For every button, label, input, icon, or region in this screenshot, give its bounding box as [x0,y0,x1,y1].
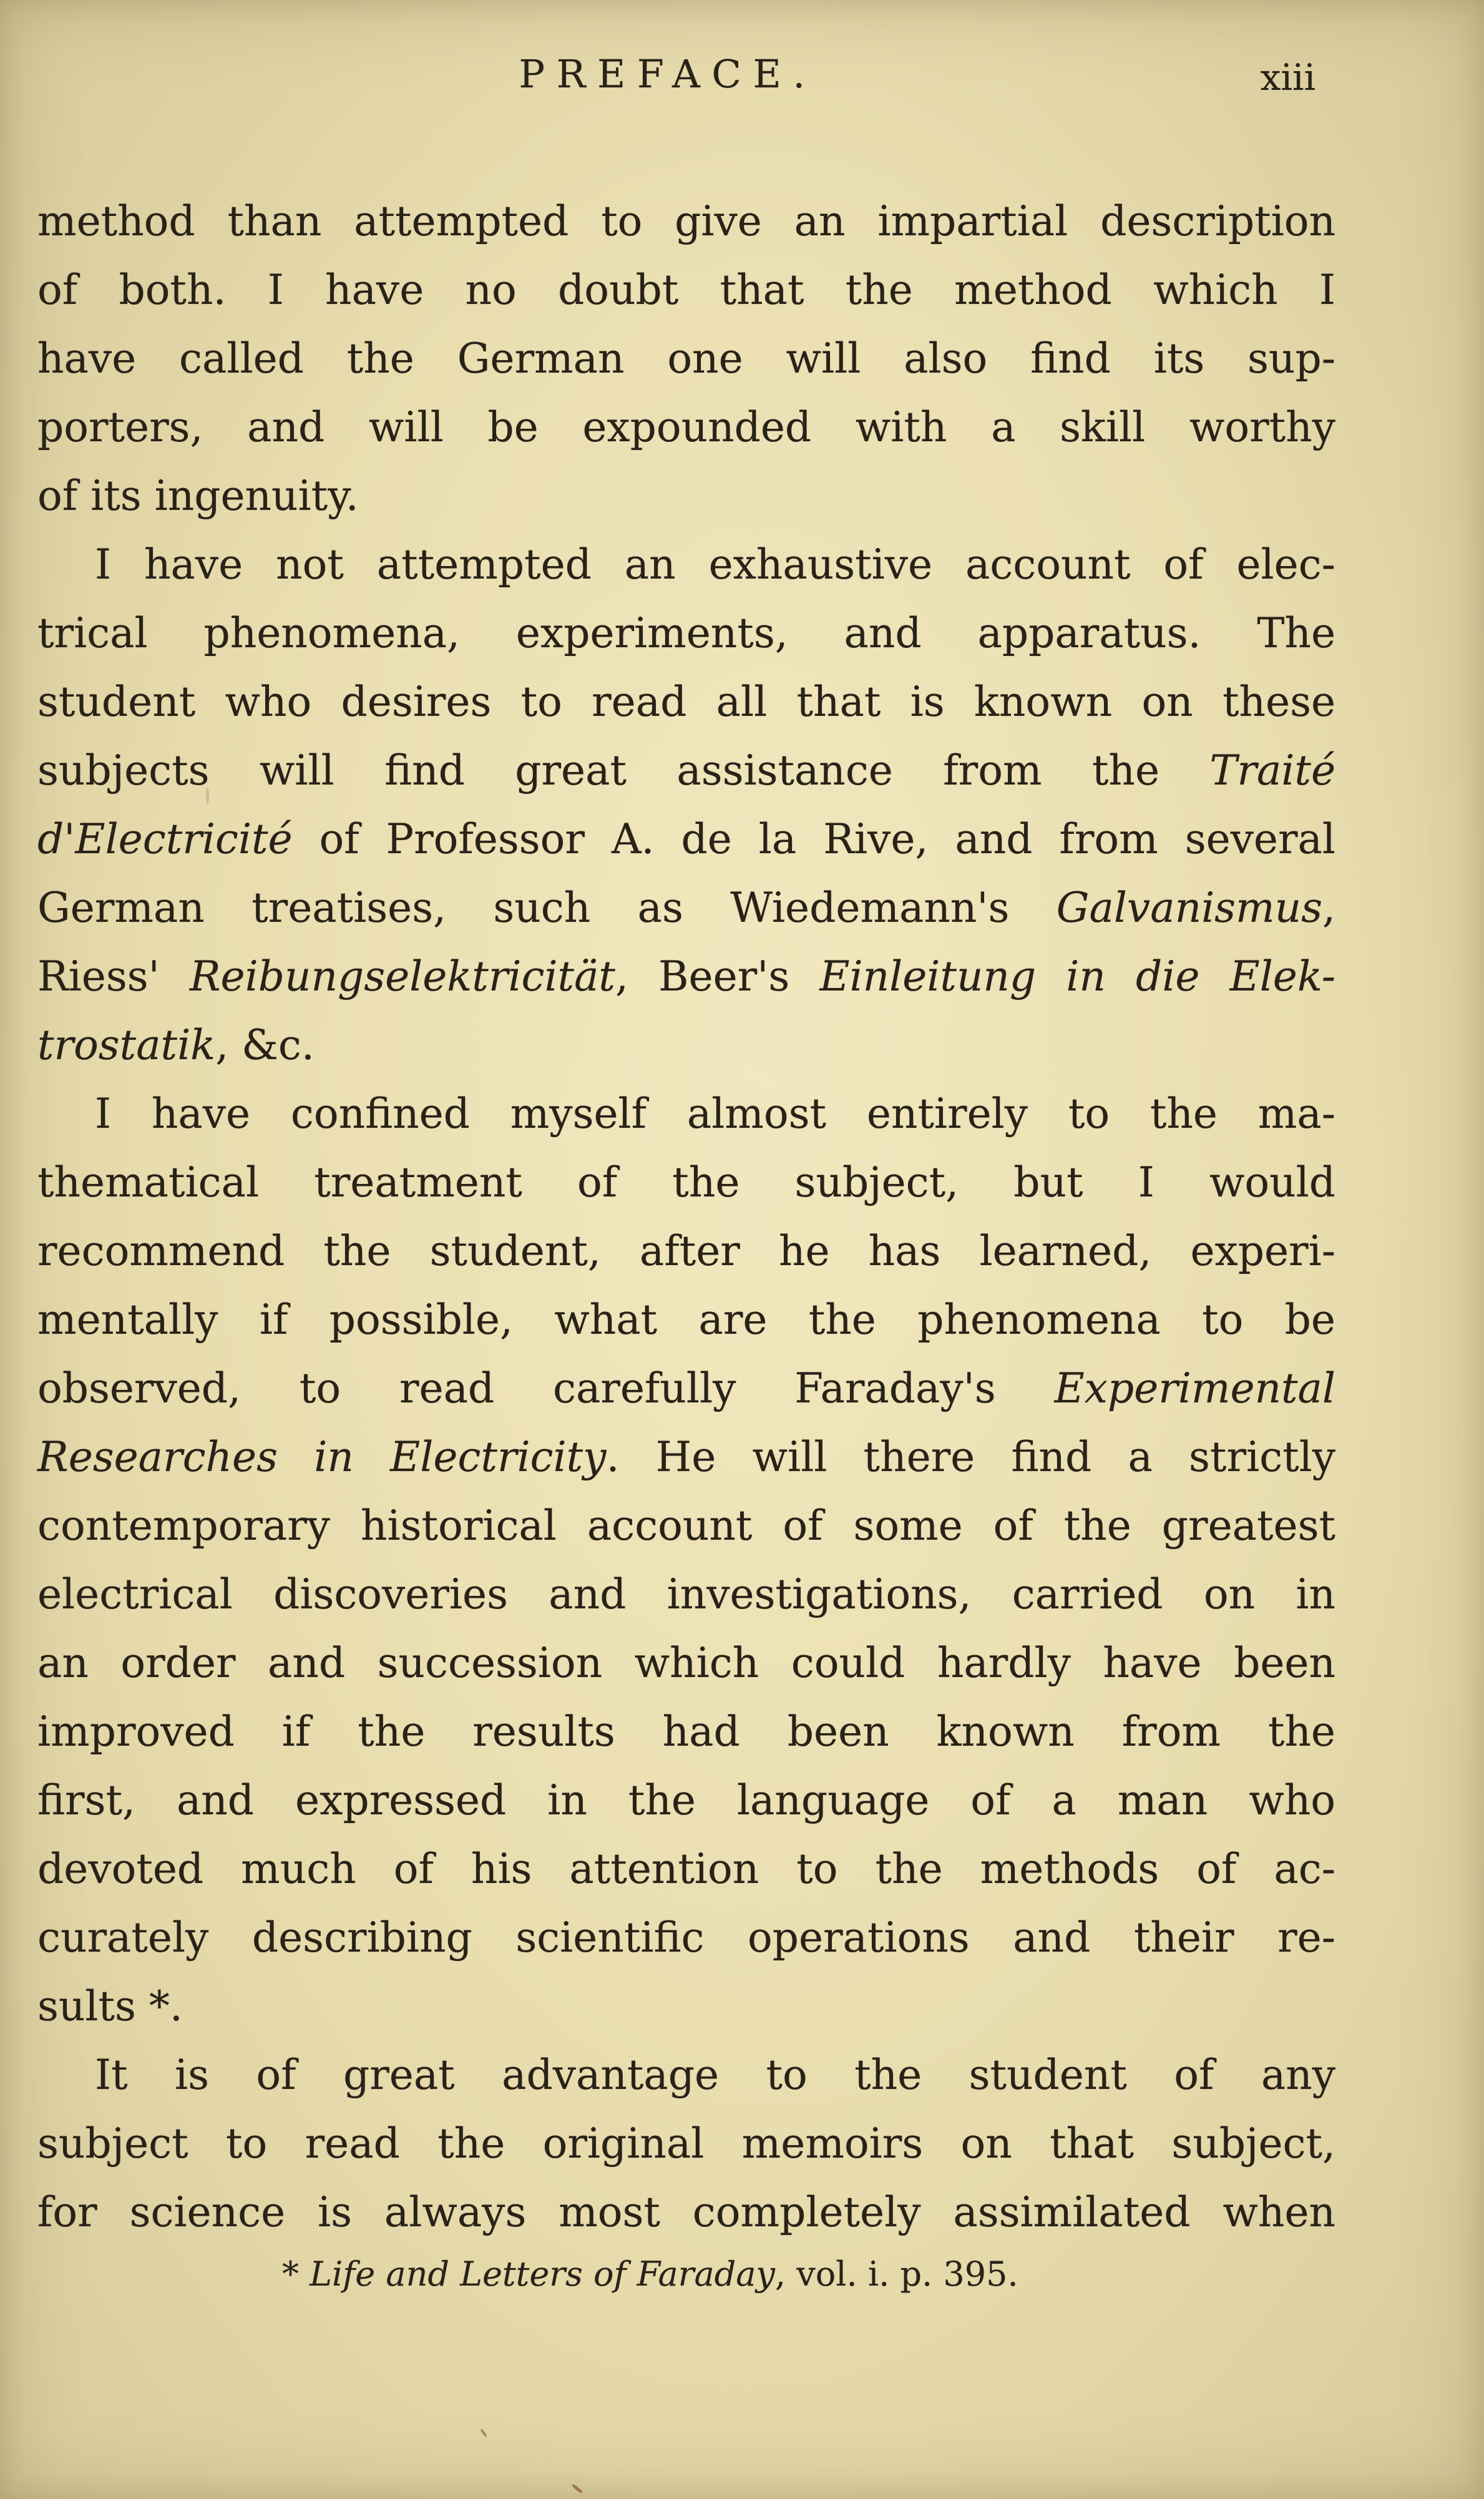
text-segment: electrical discoveries and investigations, carried on in [37,1570,1335,1618]
italic-text-segment: Galvanismus [1056,884,1323,932]
text-segment: I have not attempted an exhaustive account of elec- [95,540,1335,589]
text-line [37,1629,1335,1698]
text-segment: first, and expressed in the language of a man who [37,1776,1335,1824]
text-segment: devoted much of his attention to the methods of ac- [37,1845,1335,1893]
text-segment: method than attempted to give an impartial description [37,197,1335,245]
page-number: xiii [1260,56,1316,99]
italic-text-segment: Experimental [1054,1364,1335,1412]
italic-text-segment: d'Electricité [37,815,293,863]
text-line [37,1972,1335,2041]
text-segment: thematical treatment of the subject, but I would [37,1158,1335,1206]
text-line [37,599,1335,668]
italic-text-segment: Reibungselektricität [189,952,615,1000]
text-segment: Riess' [37,952,190,1000]
text-line [37,325,1335,393]
italic-text-segment: Researches in Electricity [37,1433,607,1481]
text-segment: I have confined myself almost entirely to the ma- [95,1090,1335,1138]
text-line [37,1423,1335,1492]
text-segment: It is of great advantage to the student of any [95,2051,1335,2099]
paragraph [37,1080,1335,2041]
text-line [37,1080,1335,1148]
text-line [37,531,1335,599]
text-segment: subjects will find great assistance from the [37,746,1210,795]
text-segment: recommend the student, after he has learned, experi- [37,1227,1335,1275]
page-title: PREFACE. [519,51,817,97]
text-line [37,462,1335,531]
text-line [37,187,1335,256]
italic-text-segment: trostatik [37,1021,216,1069]
text-segment: have called the German one will also find its sup- [37,335,1335,383]
text-segment: an order and succession which could hardly have been [37,1639,1335,1687]
paragraph [37,2041,1335,2247]
text-line [37,942,1335,1011]
footnote-reference: , vol. i. p. 395. [774,2254,1018,2294]
text-segment: German treatises, such as Wiedemann's [37,884,1057,932]
text-segment: , [1322,884,1335,932]
paper-speck [572,2483,583,2493]
text-segment: subject to read the original memoirs on that subject, [37,2120,1335,2168]
text-line [37,1492,1335,1560]
footnote-marker: * [282,2254,310,2294]
text-segment: . He will there find a strictly [606,1433,1335,1481]
text-segment: trical phenomena, experiments, and apparatus. The [37,609,1335,657]
paper-speck [480,2428,487,2437]
page-header [37,51,1335,97]
text-line [37,256,1335,325]
footnote [282,2254,1018,2294]
text-segment: curately describing scientific operations and their re- [37,1914,1335,1962]
text-line [37,805,1335,874]
text-segment: of its ingenuity. [37,472,359,520]
footnote-title: Life and Letters of Faraday [310,2254,775,2294]
text-segment: mentally if possible, what are the phenomena to be [37,1296,1335,1344]
text-segment: porters, and will be expounded with a skill worthy [37,403,1335,451]
text-segment: sults *. [37,1982,183,2030]
italic-text-segment: Traité [1209,746,1335,795]
text-line [37,2041,1335,2110]
text-line [37,1698,1335,1766]
text-line [37,1560,1335,1629]
text-segment: , Beer's [615,952,820,1000]
text-line [37,1354,1335,1423]
paragraph [37,531,1335,1080]
text-line [37,2178,1335,2247]
text-line [37,1835,1335,1904]
text-line [37,1217,1335,1286]
text-segment: of Professor A. de la Rive, and from several [292,815,1335,863]
text-segment: observed, to read carefully Faraday's [37,1364,1055,1412]
page-body [37,187,1335,2247]
text-segment: for science is always most completely assimilated when [37,2188,1335,2236]
italic-text-segment: Einleitung in die Elek- [819,952,1335,1000]
text-segment: improved if the results had been known from the [37,1708,1335,1756]
paper-speck [206,788,209,804]
text-line [37,1011,1335,1080]
paragraph [37,187,1335,531]
text-segment: student who desires to read all that is known on these [37,678,1335,726]
text-line [37,2110,1335,2178]
text-line [37,668,1335,736]
text-line [37,1904,1335,1972]
text-segment: of both. I have no doubt that the method which I [37,266,1335,314]
text-line [37,1286,1335,1354]
text-line [37,736,1335,805]
text-line [37,874,1335,942]
text-line [37,1766,1335,1835]
text-line [37,393,1335,462]
text-segment: , &c. [215,1021,315,1069]
text-line [37,1148,1335,1217]
text-segment: contemporary historical account of some of the greatest [37,1502,1335,1550]
